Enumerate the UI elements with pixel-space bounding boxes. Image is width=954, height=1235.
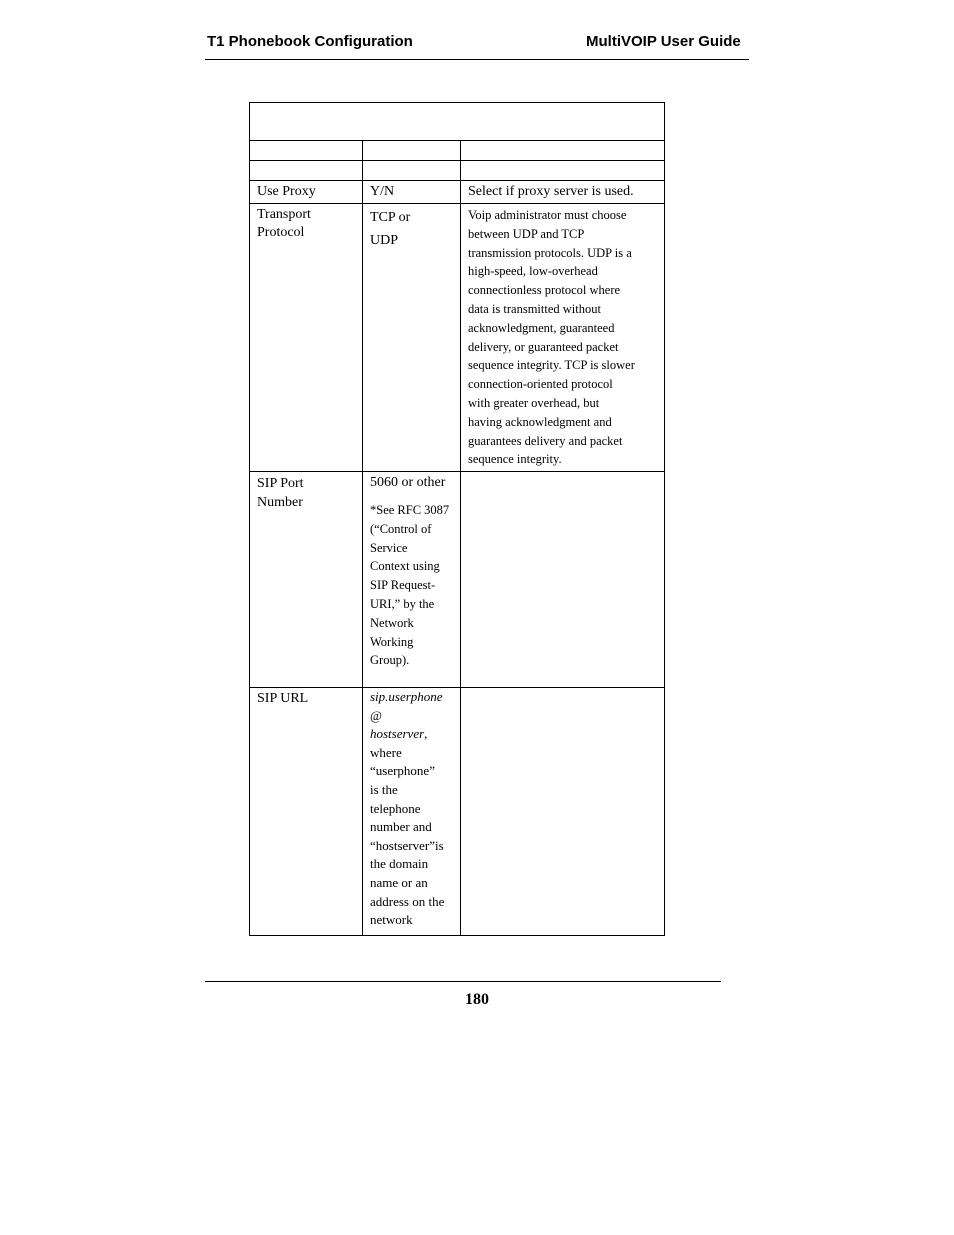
value-line: name or an: [370, 874, 428, 890]
field-values: [363, 204, 461, 472]
field-name-line: Protocol: [257, 225, 305, 240]
header-cell: [250, 141, 363, 161]
description-line: connectionless protocol where: [468, 283, 621, 298]
description-line: sequence integrity. TCP is slower: [468, 358, 635, 373]
blank-cell: [250, 161, 363, 181]
field-values: [363, 688, 461, 936]
note-line: Group).: [370, 653, 410, 668]
description-line: delivery, or guaranteed packet: [468, 339, 619, 354]
field-values: [363, 472, 461, 688]
description-line: transmission protocols. UDP is a: [468, 245, 632, 260]
header-divider: [205, 59, 749, 60]
field-name: [250, 472, 363, 688]
value-line: 5060 or other: [370, 475, 446, 490]
table-blank-row: [250, 161, 665, 181]
field-name-line: Transport: [257, 207, 311, 222]
field-name: Use Proxy: [250, 181, 363, 204]
page-number: 180: [465, 991, 489, 1008]
table-title-row: [250, 103, 665, 141]
table-header-row: [250, 141, 665, 161]
value-line: number and: [370, 819, 432, 835]
table-row: [250, 204, 665, 472]
value-line: “userphone”: [370, 763, 435, 779]
description-line: sequence integrity.: [468, 452, 562, 467]
value-line: [370, 688, 453, 707]
table-row: [250, 472, 665, 688]
value-line: [370, 725, 453, 744]
note-line: Context using: [370, 559, 440, 574]
table-row: [250, 181, 665, 204]
description-line: acknowledgment, guaranteed: [468, 320, 615, 335]
field-name: [250, 204, 363, 472]
field-name-line: Number: [257, 495, 303, 510]
field-description: Select if proxy server is used.: [461, 181, 665, 204]
note-line: (“Control of: [370, 521, 432, 536]
table-title-cell: [250, 103, 665, 141]
note-line: SIP Request-: [370, 578, 436, 593]
section-title: T1 Phonebook Configuration: [207, 33, 413, 50]
field-description: [461, 688, 665, 936]
url-host-part: hostserver: [370, 726, 425, 742]
value-line: address on the: [370, 893, 445, 909]
description-line: data is transmitted without: [468, 301, 601, 316]
description-line: high-speed, low-overhead: [468, 264, 598, 279]
config-table: [249, 102, 665, 936]
description-line: Voip administrator must choose: [468, 208, 627, 222]
value-line: @: [370, 707, 382, 723]
table-row: [250, 688, 665, 936]
value-line: “hostserver”is: [370, 837, 444, 853]
value-line: UDP: [370, 233, 399, 248]
note-line: Working: [370, 634, 414, 649]
note-line: URI,” by the: [370, 596, 435, 611]
field-values: Y/N: [363, 181, 461, 204]
rfc-note: [370, 501, 453, 670]
description-line: guarantees delivery and packet: [468, 433, 623, 448]
note-line: *See RFC 3087: [370, 503, 450, 517]
field-description: [461, 204, 665, 472]
header-cell: [461, 141, 665, 161]
value-line: the domain: [370, 856, 429, 872]
value-line: network: [370, 912, 413, 928]
field-name: SIP URL: [250, 688, 363, 936]
description-line: connection-oriented protocol: [468, 377, 613, 392]
blank-cell: [363, 161, 461, 181]
guide-title: MultiVOIP User Guide: [586, 33, 741, 50]
field-name-line: SIP Port: [257, 476, 304, 491]
note-line: Service: [370, 540, 408, 555]
value-line: is the: [370, 781, 398, 797]
value-line: telephone: [370, 800, 421, 816]
footer-divider: [205, 981, 721, 982]
note-line: Network: [370, 615, 414, 630]
description-line: between UDP and TCP: [468, 226, 585, 241]
blank-cell: [461, 161, 665, 181]
url-comma: ,: [424, 726, 428, 742]
description-line: having acknowledgment and: [468, 414, 612, 429]
value-line: TCP or: [370, 210, 411, 225]
description-line: with greater overhead, but: [468, 395, 600, 410]
value-line: where: [370, 744, 402, 760]
url-user-part: sip.userphone: [370, 689, 443, 704]
field-description: [461, 472, 665, 688]
header-cell: [363, 141, 461, 161]
